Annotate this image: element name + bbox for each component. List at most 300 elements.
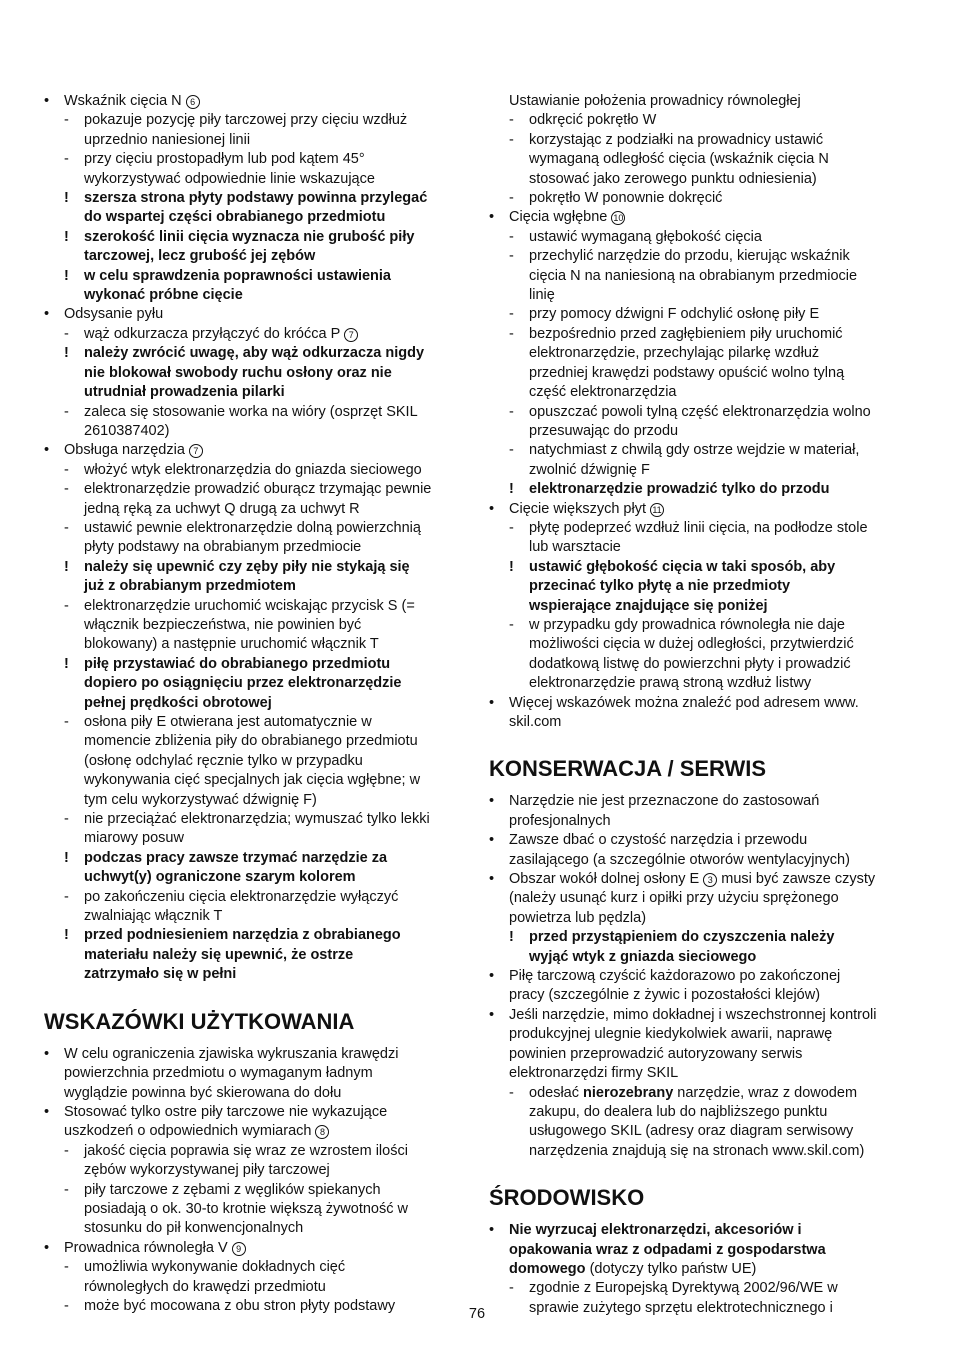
warning-mark: ! — [64, 927, 69, 944]
section-heading: WSKAZÓWKI UŻYTKOWANIA — [44, 1008, 355, 1034]
line-text — [489, 1026, 832, 1042]
text-line — [489, 597, 915, 616]
line-text — [489, 520, 868, 536]
line-main: możliwości cięcia w dużej odległości, przytwierdzić — [529, 636, 854, 653]
line-text — [44, 1065, 373, 1081]
dash-mark: - — [64, 1142, 69, 1159]
section-heading: KONSERWACJA / SERWIS — [489, 756, 767, 782]
line-main: należy zwrócić uwagę, aby wąż odkurzacza nigdy — [84, 345, 425, 362]
figure-ref-icon: 7 — [189, 444, 203, 458]
text-line — [489, 131, 915, 150]
dash-mark: - — [509, 228, 514, 245]
text-line — [489, 519, 915, 538]
text-line — [489, 500, 915, 519]
line-main: ustawić pewnie elektronarzędzie dolną powierzchnią — [84, 519, 421, 536]
line-main: przecinać tylko płytę a nie przedmioty — [529, 578, 791, 595]
text-line — [44, 1181, 472, 1200]
dash-mark: - — [64, 325, 69, 342]
line-text — [489, 1085, 857, 1101]
text-line — [489, 247, 915, 266]
line-main: przed podniesieniem narzędzia z obrabianego — [84, 927, 401, 944]
line-main: 2610387402) — [84, 422, 170, 439]
line-main: pracy (szczególnie z żywic i pozostałości klejów) — [509, 987, 821, 1004]
line-text — [44, 481, 431, 497]
text-line — [44, 868, 472, 887]
line-text — [489, 832, 807, 848]
left-column — [44, 92, 472, 1316]
line-text — [489, 539, 621, 555]
line-text — [44, 1279, 326, 1295]
line-main: odesłać — [529, 1084, 579, 1101]
dash-mark: - — [509, 1084, 514, 1101]
line-main: momencie zbliżenia piły do obrabianego przedmiotu — [84, 733, 418, 750]
line-main: materiału należy się upewnić, że ostrze — [84, 946, 354, 963]
line-text — [44, 753, 363, 769]
line-text — [44, 947, 353, 963]
text-line — [44, 810, 472, 829]
line-main: elektronarzędzie prowadzić oburącz trzymając pewnie — [84, 481, 432, 498]
text-line — [44, 1239, 472, 1258]
text-line — [489, 577, 915, 596]
text-line — [44, 480, 472, 499]
text-line — [489, 655, 915, 674]
text-line — [489, 228, 915, 247]
text-line — [44, 111, 472, 130]
line-text — [44, 714, 372, 730]
line-main: zakupu, do dealera lub do najbliższego punktu — [529, 1103, 828, 1120]
text-line — [489, 189, 915, 208]
bullet-mark: • — [44, 306, 50, 323]
line-main: tym celu wykorzystywać dźwignię F) — [84, 791, 317, 808]
warning-mark: ! — [64, 228, 69, 245]
line-main: płyty podstawy na obrabianym przedmiocie — [84, 539, 362, 556]
line-text — [489, 910, 646, 926]
text-line — [44, 150, 472, 169]
dash-mark: - — [64, 597, 69, 614]
line-main: pełnej prędkości obrotowej — [84, 694, 272, 711]
line-text — [44, 966, 236, 982]
line-main: utrudniał prowadzenia pilarki — [84, 384, 285, 401]
line-text — [489, 578, 790, 594]
line-main: korzystając z podziałki na prowadnicy ustawić — [529, 131, 824, 148]
line-text — [44, 462, 422, 478]
line-text — [44, 365, 392, 381]
line-text — [44, 326, 358, 342]
line-text — [44, 287, 243, 303]
line-main: zatrzymało się w pełni — [84, 966, 237, 983]
line-text — [489, 171, 817, 187]
line-main: jakość cięcia poprawia się wraz ze wzrostem ilości — [84, 1142, 408, 1159]
line-main: zwolnić dźwignię F — [529, 461, 650, 478]
line-text — [44, 1104, 387, 1120]
line-main: wspierające znajdujące się poniżej — [529, 597, 768, 614]
line-main: osłona piły E otwierana jest automatycznie w — [84, 714, 372, 730]
line-main: Zawsze dbać o czystość narzędzia i przewodu — [509, 832, 808, 849]
text-line — [489, 111, 915, 130]
line-text — [44, 1085, 341, 1101]
line-main: blokowany) a następnie uruchomić włącznik T — [84, 636, 379, 653]
text-line — [44, 325, 472, 344]
figure-ref-icon: 9 — [232, 1242, 246, 1256]
line-main: Obsługa narzędzia — [64, 442, 185, 459]
line-main: przedniej krawędzi podstawy opuścić wolno tylną — [529, 364, 845, 381]
line-main: elektronarzędzie uruchomić wciskając przycisk S (= — [84, 597, 415, 614]
bullet-mark: • — [489, 832, 495, 849]
line-text — [489, 598, 768, 614]
text-line — [489, 1103, 915, 1122]
line-main: szerokość linii cięcia wyznacza nie grubość piły — [84, 228, 415, 245]
line-main: elektronarzędzie prawą stroną wzdłuż listwy — [529, 675, 812, 692]
dash-mark: - — [64, 519, 69, 536]
dash-mark: - — [509, 306, 514, 323]
line-text — [44, 598, 415, 614]
text-line — [44, 383, 472, 402]
right-column — [489, 92, 915, 1318]
line-main: w przypadku gdy prowadnica równoległa nie daje — [529, 616, 845, 633]
text-line — [44, 131, 472, 150]
line-text — [44, 1182, 381, 1198]
text-line — [489, 1260, 915, 1279]
line-main: stosunku do pił konwencjonalnych — [84, 1220, 304, 1237]
line-main: domowego — [509, 1260, 586, 1277]
text-line — [489, 344, 915, 363]
text-line — [44, 364, 472, 383]
line-main: cięcia N na naniesioną na obrabianym przedmiocie — [529, 267, 858, 284]
text-line — [44, 441, 472, 460]
text-line — [489, 1006, 915, 1025]
text-line — [44, 888, 472, 907]
line-text — [489, 656, 851, 672]
text-line — [44, 674, 472, 693]
line-text — [44, 1220, 303, 1236]
line-main: odkręcić pokrętło W — [529, 112, 657, 129]
line-text — [44, 1162, 330, 1178]
line-text — [44, 248, 315, 264]
dash-mark: - — [64, 1181, 69, 1198]
line-main: usługowego SKIL (adresy oraz diagram serwisowy — [529, 1123, 854, 1140]
text-line — [44, 208, 472, 227]
line-main: wykonywania cięć specjalnych jak cięcia wgłębne; w — [84, 772, 421, 789]
bullet-mark: • — [489, 500, 495, 517]
text-line — [44, 247, 472, 266]
bullet-mark: • — [489, 209, 495, 226]
line-main: w celu sprawdzenia poprawności ustawienia — [84, 267, 391, 284]
line-main: wykorzystywać odpowiednie linie wskazujące — [84, 170, 375, 187]
line-text — [489, 306, 819, 322]
dash-mark: - — [509, 112, 514, 129]
text-line — [44, 228, 472, 247]
text-line — [44, 1161, 472, 1180]
line-text — [489, 929, 834, 945]
warning-mark: ! — [509, 481, 514, 498]
line-main: piłę przystawiać do obrabianego przedmiotu — [84, 655, 391, 672]
text-line — [489, 325, 915, 344]
line-text — [44, 384, 285, 400]
line-text — [489, 852, 850, 868]
bullet-mark: • — [489, 694, 495, 711]
text-line — [489, 208, 915, 227]
line-text — [44, 1259, 345, 1275]
figure-ref-icon: 3 — [703, 873, 717, 887]
text-line — [44, 926, 472, 945]
line-main: Obszar wokół dolnej osłony E — [509, 871, 700, 888]
dash-mark: - — [64, 403, 69, 420]
text-line — [489, 538, 915, 557]
dash-mark: - — [64, 461, 69, 478]
line-main: zasilającego (a szczególnie otworów wentylacyjnych) — [509, 851, 850, 868]
text-line — [44, 286, 472, 305]
line-text — [489, 636, 854, 652]
bullet-mark: • — [44, 93, 50, 109]
line-main: Więcej wskazówek można znaleźć pod adresem www. — [509, 694, 859, 711]
line-main: Nie wyrzucaj elektronarzędzi, akcesoriów i — [509, 1222, 802, 1239]
line-main: szersza strona płyty podstawy powinna przylegać — [84, 190, 428, 207]
line-text — [44, 501, 360, 517]
line-main: (osłonę odchylać ręcznie tylko w przypadku — [84, 752, 363, 769]
text-line — [489, 967, 915, 986]
text-line — [44, 577, 472, 596]
line-main: bezpośrednio przed zagłębieniem piły uruchomić — [529, 325, 843, 342]
line-text — [489, 1222, 802, 1238]
line-main: wyjąć wtyk z gniazda sieciowego — [529, 948, 757, 965]
line-text — [489, 793, 819, 809]
line-text — [44, 830, 184, 846]
line-text — [489, 423, 678, 439]
text-line — [489, 792, 915, 811]
line-text — [489, 442, 859, 458]
line-main: nie blokował swobody ruchu osłony oraz nie — [84, 364, 392, 381]
warning-mark: ! — [64, 345, 69, 362]
text-line — [489, 558, 915, 577]
text-line — [44, 1045, 472, 1064]
line-main: Cięcie większych płyt — [509, 500, 646, 517]
line-main: (należy usunąć kurz i opiłki przy użyciu sprężonego — [509, 890, 839, 907]
text-line — [489, 713, 915, 732]
line-main: podczas pracy zawsze trzymać narzędzie za — [84, 849, 388, 866]
line-text — [44, 733, 418, 749]
line-text — [44, 1123, 329, 1139]
line-after: (dotyczy tylko państw UE) — [589, 1260, 757, 1277]
line-text — [489, 1242, 826, 1258]
text-line — [489, 616, 915, 635]
text-line — [44, 829, 472, 848]
dash-mark: - — [509, 1280, 514, 1297]
line-main: przy cięciu prostopadłym lub pod kątem 45° — [84, 151, 365, 168]
text-line — [44, 1142, 472, 1161]
text-line — [489, 150, 915, 169]
line-text — [489, 1123, 853, 1139]
line-text — [489, 190, 722, 206]
warning-mark: ! — [64, 655, 69, 672]
line-text — [489, 151, 829, 167]
text-line — [489, 286, 915, 305]
line-text — [489, 714, 561, 730]
text-line — [489, 694, 915, 713]
text-line — [489, 909, 915, 928]
text-line — [44, 403, 472, 422]
line-main: wyglądzie powinna być skierowana do dołu — [64, 1084, 342, 1101]
line-text — [489, 248, 850, 264]
line-text — [489, 345, 819, 361]
line-text — [489, 1261, 756, 1277]
line-main: ustawić głębokość cięcia w taki sposób, aby — [529, 558, 836, 575]
text-line — [44, 1219, 472, 1238]
line-text — [489, 501, 664, 517]
line-text — [44, 112, 407, 128]
line-main: po zakończeniu cięcia elektronarzędzie wyłączyć — [84, 888, 399, 905]
dash-mark: - — [64, 1259, 69, 1276]
bullet-mark: • — [489, 871, 495, 888]
line-after: narzędzie, wraz z dowodem — [677, 1084, 858, 1101]
line-main: może być mocowana z obu stron płyty podstawy — [84, 1297, 396, 1314]
text-line — [489, 461, 915, 480]
line-text — [44, 1046, 398, 1062]
line-main: uszkodzeń o odpowiednich wymiarach — [64, 1123, 312, 1140]
line-main: powinien przeprowadzić autoryzowany serwis — [509, 1045, 803, 1062]
text-line — [44, 713, 472, 732]
line-text — [44, 656, 390, 672]
line-main: zaleca się stosowanie worka na wióry (osprzęt SKIL — [84, 403, 418, 420]
line-main: Odsysanie pyłu — [64, 306, 164, 323]
text-line — [489, 383, 915, 402]
dash-mark: - — [64, 112, 69, 129]
dash-mark: - — [509, 131, 514, 148]
line-main: wymaganą odległość cięcia (wskaźnik cięcia N — [529, 151, 829, 168]
line-main: umożliwia wykonywanie dokładnych cięć — [84, 1259, 346, 1276]
line-text — [489, 365, 844, 381]
line-text — [489, 384, 677, 400]
dash-mark: - — [64, 481, 69, 498]
text-line — [44, 305, 472, 324]
line-main: ustawić wymaganą głębokość cięcia — [529, 228, 762, 245]
line-text — [44, 695, 272, 711]
dash-mark: - — [64, 1297, 69, 1314]
dash-mark: - — [509, 325, 514, 342]
line-text — [489, 326, 843, 342]
line-text — [489, 132, 823, 148]
text-line — [489, 986, 915, 1005]
line-main: Ustawianie położenia prowadnicy równoległej — [509, 93, 801, 109]
dash-mark: - — [509, 519, 514, 536]
line-text — [489, 968, 840, 984]
line-main: elektronarzędzie prowadzić tylko do przodu — [529, 481, 830, 498]
line-text — [489, 112, 656, 128]
line-main: należy się upewnić czy zęby piły nie stykają się — [84, 558, 410, 575]
line-text — [44, 151, 365, 167]
line-main: część elektronarzędzia — [529, 384, 677, 401]
bullet-mark: • — [44, 1239, 50, 1256]
line-main: opakowania wraz z odpadami z gospodarstwa — [509, 1241, 826, 1258]
text-line — [44, 616, 472, 635]
text-line — [44, 500, 472, 519]
line-text — [44, 442, 203, 458]
line-text — [44, 1240, 246, 1256]
line-main: przed przystąpieniem do czyszczenia należy — [529, 929, 835, 946]
text-line — [44, 558, 472, 577]
line-text — [489, 695, 859, 711]
line-text — [44, 268, 391, 284]
line-main: zgodnie z Europejską Dyrektywą 2002/96/WE w — [529, 1280, 838, 1297]
line-text — [489, 229, 762, 245]
bullet-mark: • — [489, 793, 495, 810]
line-main: wykonać próbne cięcie — [84, 287, 243, 304]
text-line — [489, 870, 915, 889]
text-line — [44, 189, 472, 208]
warning-mark: ! — [64, 558, 69, 575]
text-line — [489, 1064, 915, 1083]
line-text — [489, 1104, 827, 1120]
text-line — [44, 965, 472, 984]
line-text — [489, 617, 845, 633]
line-text — [44, 578, 296, 594]
line-text — [489, 268, 857, 284]
text-line — [489, 441, 915, 460]
dash-mark: - — [64, 714, 69, 730]
line-main: posiadają o ok. 30-to krotnie większą żywotność w — [84, 1200, 408, 1217]
text-line — [44, 791, 472, 810]
line-main: Jeśli narzędzie, mimo dokładnej i wszechstronnej kontroli — [509, 1006, 877, 1023]
line-main: uprzednio naniesionej linii — [84, 131, 251, 148]
figure-ref-icon: 8 — [315, 1125, 329, 1139]
text-line — [44, 170, 472, 189]
line-main: natychmiast z chwilą gdy ostrze wejdzie w materiał, — [529, 442, 860, 459]
figure-ref-icon: 7 — [344, 328, 358, 342]
text-line — [44, 849, 472, 868]
text-line — [44, 1278, 472, 1297]
line-text — [489, 559, 835, 575]
line-main: Prowadnica równoległa V — [64, 1239, 228, 1256]
line-text — [44, 539, 361, 555]
text-line — [44, 694, 472, 713]
line-main: opuszczać powoli tylną część elektronarzędzia wolno — [529, 403, 871, 420]
bullet-mark: • — [44, 442, 50, 459]
line-text — [44, 1201, 408, 1217]
text-line — [489, 1221, 915, 1240]
line-main: dopiero po osiągnięciu przez elektronarzędzie — [84, 675, 402, 692]
bullet-mark: • — [489, 1006, 495, 1023]
text-line — [44, 752, 472, 771]
line-main: linię — [529, 287, 555, 304]
line-text — [44, 229, 414, 245]
text-line — [489, 948, 915, 967]
text-line — [489, 422, 915, 441]
text-line — [489, 1025, 915, 1044]
figure-ref-icon: 6 — [186, 95, 200, 109]
text-line — [44, 1103, 472, 1122]
text-line — [44, 344, 472, 363]
text-line — [489, 635, 915, 654]
line-main: przy pomocy dźwigni F odchylić osłonę piły E — [529, 306, 820, 323]
line-text — [44, 617, 361, 633]
text-line — [44, 538, 472, 557]
line-text — [489, 890, 839, 906]
dash-mark: - — [64, 811, 69, 828]
section-heading: ŚRODOWISKO — [489, 1185, 645, 1211]
line-main: miarowy posuw — [84, 830, 184, 847]
text-line — [44, 1084, 472, 1103]
line-text — [489, 287, 555, 303]
line-text — [44, 404, 418, 420]
text-line — [44, 1122, 472, 1141]
line-main: nie przeciążać elektronarzędzia; wymuszać tylko lekki — [84, 811, 430, 828]
text-line — [44, 267, 472, 286]
line-text — [489, 93, 801, 109]
line-bold-part: nierozebrany — [583, 1084, 674, 1101]
line-after: musi być zawsze czysty — [721, 871, 876, 888]
line-text — [489, 987, 820, 1003]
line-text — [44, 927, 401, 943]
line-main: równoległych do krawędzi przedmiotu — [84, 1278, 326, 1295]
